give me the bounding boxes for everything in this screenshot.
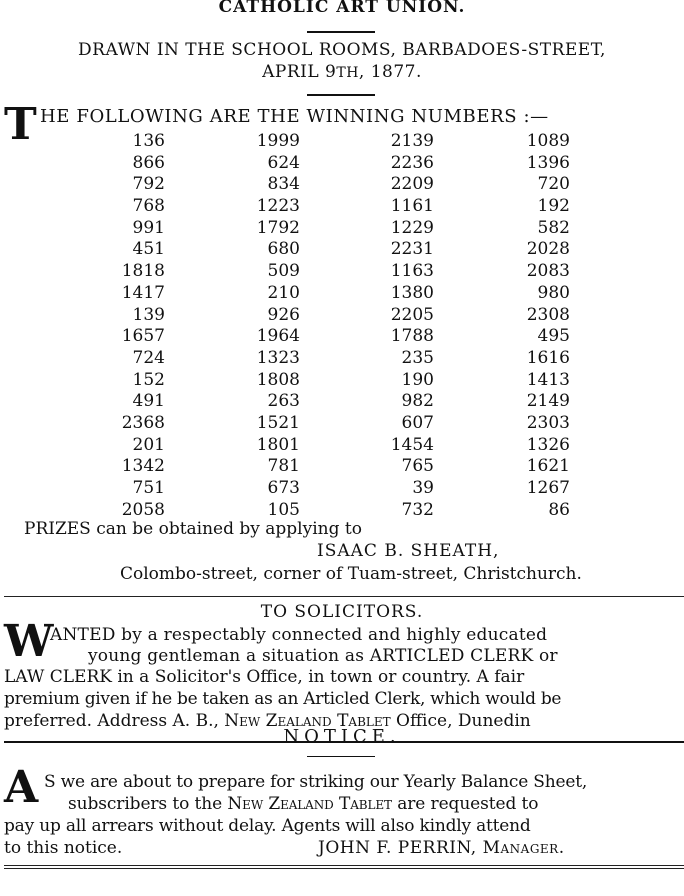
winning-number: 1454: [390, 434, 434, 455]
winning-number: 2149: [526, 391, 570, 412]
bottom-rule-2: [4, 868, 684, 869]
winning-number: 2303: [526, 412, 570, 433]
winning-number: 724: [132, 347, 165, 368]
winning-number: 210: [267, 282, 300, 303]
winning-number: 2083: [526, 261, 570, 282]
date-rule: [307, 94, 375, 96]
winning-number: 509: [267, 261, 300, 282]
winning-number: 765: [401, 456, 434, 477]
notice-rule: [307, 756, 375, 757]
winning-number: 1621: [526, 456, 570, 477]
drawn-date: APRIL 9TH, 1877.: [262, 62, 422, 82]
winning-number: 680: [267, 239, 300, 260]
publication-name: New Zealand Tablet: [224, 711, 391, 731]
number-row: [0, 391, 684, 413]
winning-number: 720: [537, 174, 570, 195]
number-row: [0, 348, 684, 370]
winning-number: 768: [132, 196, 165, 217]
title-rule: [307, 31, 375, 33]
solicitors-title: TO SOLICITORS.: [260, 602, 424, 622]
winning-number: 1964: [256, 326, 300, 347]
notice-signature-title: Manager.: [482, 838, 565, 858]
winning-number: 491: [132, 391, 165, 412]
winning-number: 2236: [390, 152, 434, 173]
drawn-location: DRAWN IN THE SCHOOL ROOMS, BARBADOES-STREET,: [78, 40, 606, 60]
winning-number: 1089: [526, 131, 570, 151]
winning-number: 1808: [256, 369, 300, 390]
winning-number: 1417: [121, 282, 165, 303]
number-row: [0, 153, 684, 175]
winning-number: 1223: [256, 196, 300, 217]
winning-number: 673: [267, 478, 300, 498]
notice-title: NOTICE.: [283, 726, 401, 747]
number-row: [0, 131, 684, 153]
winning-number: 201: [132, 434, 165, 455]
notice-line-4-a: to this notice.: [4, 838, 123, 858]
winning-number: 192: [537, 196, 570, 217]
agent-name: ISAAC B. SHEATH,: [317, 541, 500, 561]
winning-number: 263: [267, 391, 300, 412]
winning-number: 1229: [390, 217, 434, 238]
agent-address: Colombo-street, corner of Tuam-street, Christchurch.: [120, 564, 582, 584]
notice-line-1: S we are about to prepare for striking our Yearly Balance Sheet,: [44, 772, 588, 792]
winning-number: 136: [132, 131, 165, 151]
notice-signature: [318, 838, 565, 858]
winning-number: 2058: [121, 499, 165, 520]
solicitors-line-4: premium given if he be taken as an Articled Clerk, which would be: [4, 689, 562, 709]
number-row: [0, 239, 684, 261]
winning-number: 792: [132, 174, 165, 195]
solicitors-line-3: LAW CLERK in a Solicitor's Office, in town or country. A fair: [4, 667, 525, 687]
winning-number: 1616: [526, 347, 570, 368]
winning-dropcap: T: [4, 99, 37, 150]
winning-number: 105: [267, 499, 300, 520]
art-union-title: CATHOLIC ART UNION.: [218, 0, 466, 17]
winning-number: 1792: [256, 217, 300, 238]
number-row: [0, 218, 684, 240]
winning-number: 1396: [526, 152, 570, 173]
winning-number: 866: [132, 152, 165, 173]
winning-number: 1163: [390, 261, 434, 282]
winning-number: 2028: [526, 239, 570, 260]
solicitors-line-1: ANTED by a respectably connected and highly educated: [50, 625, 548, 645]
winning-number: 2368: [121, 412, 165, 433]
prizes-line: PRIZES can be obtained by applying to: [24, 519, 362, 539]
number-row: [0, 413, 684, 435]
winning-number: 926: [267, 304, 300, 325]
winning-number: 624: [267, 152, 300, 173]
number-row: [0, 174, 684, 196]
winning-number: 1161: [390, 196, 434, 217]
winning-number: 451: [132, 239, 165, 260]
number-row: [0, 435, 684, 457]
winning-number: 834: [267, 174, 300, 195]
winning-number: 607: [401, 412, 434, 433]
winning-number: 732: [401, 499, 434, 520]
winning-heading: HE FOLLOWING ARE THE WINNING NUMBERS :—: [40, 106, 549, 127]
winning-number: 139: [132, 304, 165, 325]
winning-number: 582: [537, 217, 570, 238]
winning-number: 1380: [390, 282, 434, 303]
winning-number: 1657: [121, 326, 165, 347]
winning-number: 1267: [526, 478, 570, 498]
winning-number: 982: [401, 391, 434, 412]
bottom-rule-1: [4, 865, 684, 866]
winning-number: 751: [132, 478, 165, 498]
notice-publication-name: New Zealand Tablet: [227, 794, 392, 814]
winning-number: 2308: [526, 304, 570, 325]
winning-number: 39: [412, 478, 434, 498]
notice-line-2-a: subscribers to the: [68, 794, 223, 814]
winning-number: 991: [132, 217, 165, 238]
winning-number: 1521: [256, 412, 300, 433]
winning-number: 235: [401, 347, 434, 368]
winning-number: 1999: [256, 131, 300, 151]
solicitors-line-5-b: Office, Dunedin: [396, 711, 531, 731]
solicitors-line-2: young gentleman a situation as ARTICLED CLERK or: [88, 646, 558, 666]
winning-number: 152: [132, 369, 165, 390]
winning-number: 190: [401, 369, 434, 390]
solicitors-line-5-a: preferred. Address A. B.,: [4, 711, 219, 731]
winning-number: 1413: [526, 369, 570, 390]
winning-number: 1323: [256, 347, 300, 368]
winning-numbers-table: [0, 131, 684, 521]
winning-number: 2209: [390, 174, 434, 195]
winning-number: 1342: [121, 456, 165, 477]
winning-number: 86: [548, 499, 570, 520]
number-row: [0, 326, 684, 348]
notice-signature-name: JOHN F. PERRIN,: [318, 838, 477, 858]
number-row: [0, 283, 684, 305]
notice-line-2-b: are requested to: [397, 794, 539, 814]
winning-number: 1788: [390, 326, 434, 347]
notice-line-3: pay up all arrears without delay. Agents will also kindly attend: [4, 816, 531, 836]
number-row: [0, 261, 684, 283]
winning-number: 781: [267, 456, 300, 477]
notice-line-2: [68, 794, 538, 814]
notice-dropcap: A: [4, 762, 39, 813]
number-row: [0, 305, 684, 327]
solicitors-dropcap: W: [4, 616, 54, 667]
winning-number: 495: [537, 326, 570, 347]
winning-number: 1801: [256, 434, 300, 455]
winning-number: 2139: [390, 131, 434, 151]
number-row: [0, 456, 684, 478]
number-row: [0, 370, 684, 392]
number-row: [0, 478, 684, 500]
winning-number: 1818: [121, 261, 165, 282]
winning-number: 980: [537, 282, 570, 303]
section-divider-1: [4, 596, 684, 597]
winning-number: 2205: [390, 304, 434, 325]
number-row: [0, 196, 684, 218]
winning-number: 2231: [390, 239, 434, 260]
winning-number: 1326: [526, 434, 570, 455]
